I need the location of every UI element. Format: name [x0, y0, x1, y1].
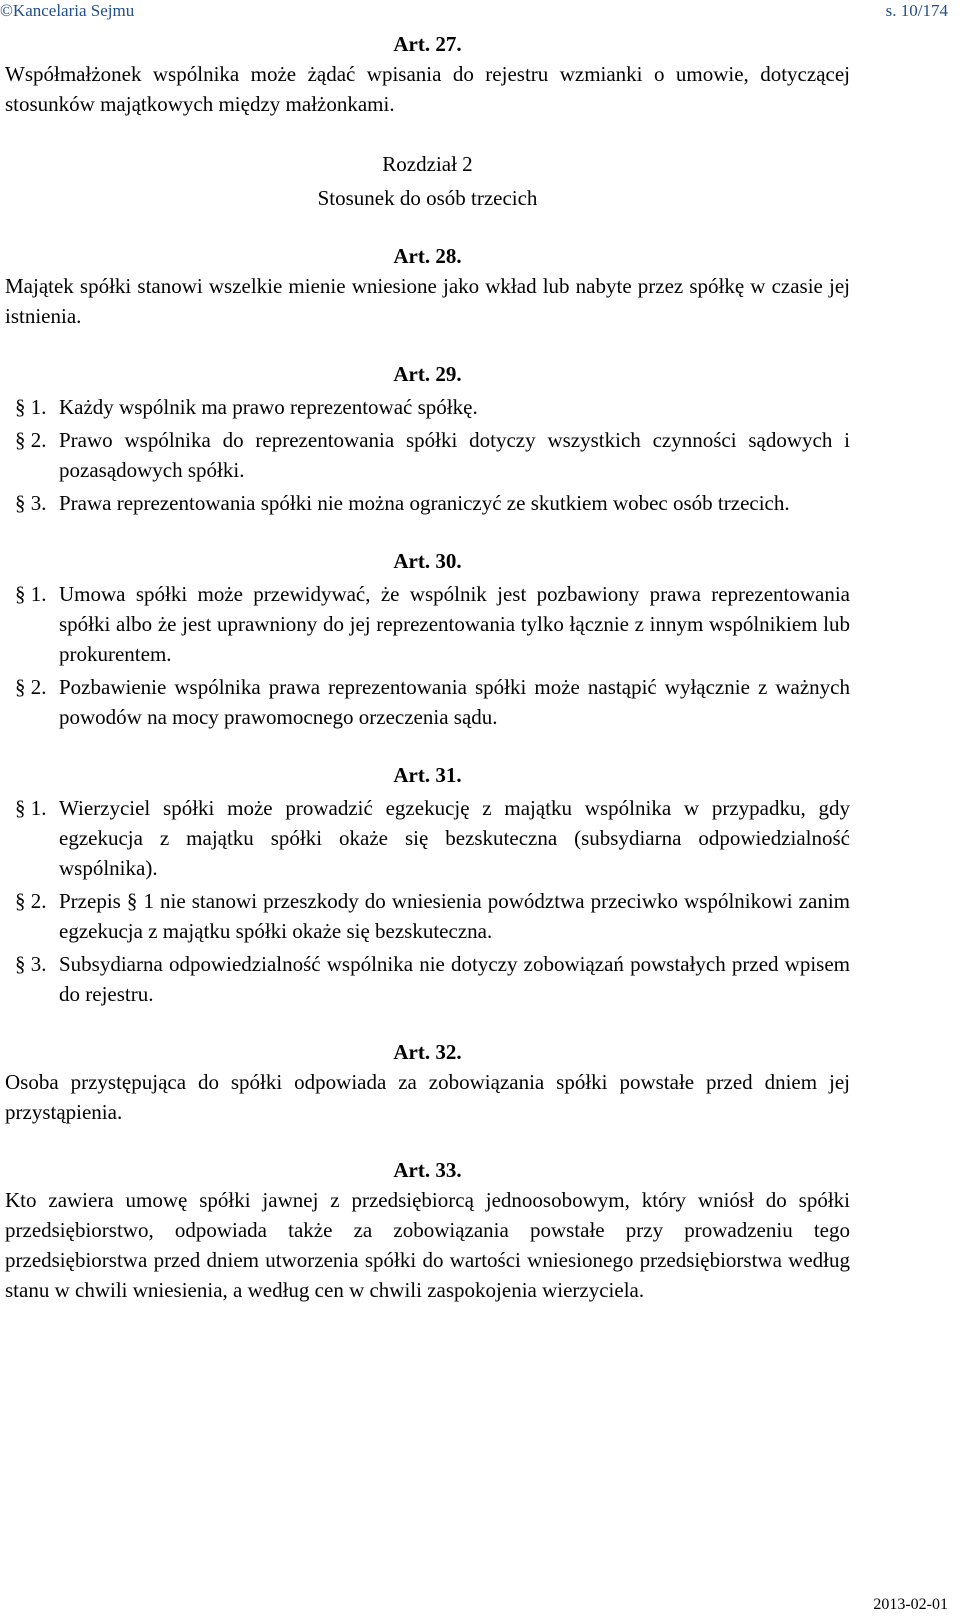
section-number: § 3.: [15, 952, 47, 976]
article-28-title: Art. 28.: [393, 244, 462, 268]
article-32-title: Art. 32.: [393, 1040, 462, 1064]
section-number: § 1.: [15, 582, 47, 606]
article-31-section-1: [5, 793, 850, 883]
header-copyright: ©Kancelaria Sejmu: [0, 1, 135, 20]
article-30-section-2: [5, 672, 850, 732]
article-32-text: Osoba przystępująca do spółki odpowiada za zobowiązania spółki powstałe przed dniem jej przystąpienia.: [5, 1070, 850, 1124]
section-number: § 1.: [15, 796, 47, 820]
article-31-section-2: [5, 886, 850, 946]
article-30-section-1: [5, 579, 850, 669]
footer-date: 2013-02-01: [873, 1596, 948, 1613]
section-text: Prawo wspólnika do reprezentowania spółki dotyczy wszystkich czynności sądowych i pozasądowych spółki.: [59, 428, 850, 482]
section-text: Subsydiarna odpowiedzialność wspólnika nie dotyczy zobowiązań powstałych przed wpisem do rejestru.: [59, 952, 850, 1006]
section-text: Wierzyciel spółki może prowadzić egzekucję z majątku wspólnika w przypadku, gdy egzekucja z majątku spółki okaże się bezskuteczna (subsydiarna odpowiedzialność wspólnika).: [59, 796, 850, 880]
article-29-section-1: [5, 392, 850, 422]
section-text: Prawa reprezentowania spółki nie można ograniczyć ze skutkiem wobec osób trzecich.: [59, 491, 790, 515]
document-body: [5, 29, 850, 1305]
article-27-text: Współmałżonek wspólnika może żądać wpisania do rejestru wzmianki o umowie, dotyczącej stosunków majątkowych między małżonkami.: [5, 62, 850, 116]
article-29-section-2: [5, 425, 850, 485]
header-page-number: s. 10/174: [885, 1, 948, 20]
article-33-title: Art. 33.: [393, 1158, 462, 1182]
section-number: § 2.: [15, 428, 47, 452]
chapter-title: Stosunek do osób trzecich: [317, 186, 538, 210]
section-number: § 3.: [15, 491, 47, 515]
article-29-section-3: [5, 488, 850, 518]
section-number: § 1.: [15, 395, 47, 419]
article-33-text: Kto zawiera umowę spółki jawnej z przedsiębiorcą jednoosobowym, który wniósł do spółki przedsiębiorstwo, odpowiada także za zobowiązania powstałe przy prowadzeniu tego przedsiębiorstwa przed dniem utworzenia spółki do wartości wniesionego przedsiębiorstwa według stanu w chwili wniesienia, a według cen w chwili zaspokojenia wierzyciela.: [5, 1188, 850, 1302]
article-27-title: Art. 27.: [393, 32, 462, 56]
section-number: § 2.: [15, 889, 47, 913]
article-31-section-3: [5, 949, 850, 1009]
section-text: Przepis § 1 nie stanowi przeszkody do wniesienia powództwa przeciwko wspólnikowi zanim egzekucja z majątku spółki okaże się bezskuteczna.: [59, 889, 850, 943]
article-30-title: Art. 30.: [393, 549, 462, 573]
chapter-heading: [5, 149, 850, 213]
article-28-text: Majątek spółki stanowi wszelkie mienie wniesione jako wkład lub nabyte przez spółkę w czasie jej istnienia.: [5, 274, 850, 328]
article-31-title: Art. 31.: [393, 763, 462, 787]
section-number: § 2.: [15, 675, 47, 699]
chapter-number: Rozdział 2: [382, 152, 473, 176]
section-text: Pozbawienie wspólnika prawa reprezentowania spółki może nastąpić wyłącznie z ważnych powodów na mocy prawomocnego orzeczenia sądu.: [59, 675, 850, 729]
section-text: Umowa spółki może przewidywać, że wspólnik jest pozbawiony prawa reprezentowania spółki albo że jest uprawniony do jej reprezentowania tylko łącznie z innym wspólnikiem lub prokurentem.: [59, 582, 850, 666]
section-text: Każdy wspólnik ma prawo reprezentować spółkę.: [59, 395, 478, 419]
article-29-title: Art. 29.: [393, 362, 462, 386]
